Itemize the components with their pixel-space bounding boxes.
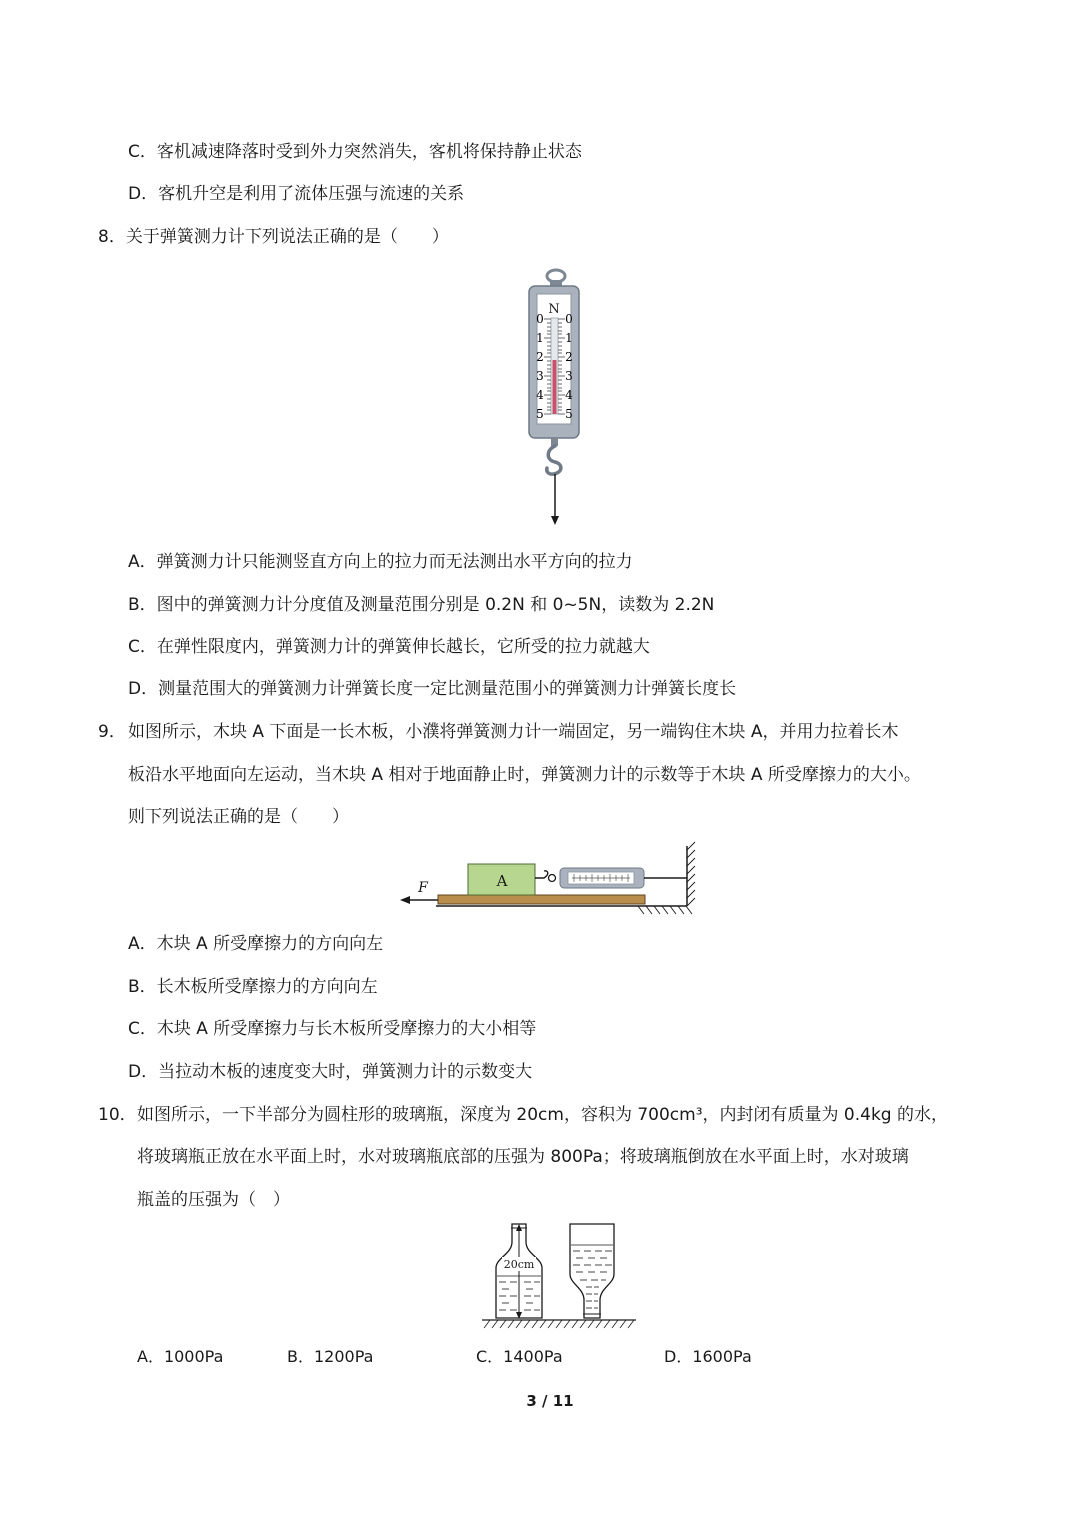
q8-stem: 8．关于弹簧测力计下列说法正确的是（ ） (98, 227, 449, 247)
q10-option-d: D．1600Pa (664, 1347, 752, 1366)
scale-left-4: 4 (536, 388, 544, 402)
q9-option-b: B．长木板所受摩擦力的方向向左 (128, 977, 378, 997)
q8-option-a: A．弹簧测力计只能测竖直方向上的拉力而无法测出水平方向的拉力 (128, 552, 633, 572)
bottle-ground-hatching (484, 1320, 634, 1328)
q10-stem-line1: 如图所示，一下半部分为圆柱形的玻璃瓶，深度为 20cm，容积为 700cm³，内封闭有质量为 0.4kg 的水， (137, 1105, 948, 1125)
block-board-figure (398, 840, 718, 922)
q9-option-a: A．木块 A 所受摩擦力的方向向左 (128, 934, 384, 954)
scale-right-1: 1 (565, 331, 573, 345)
q8-option-c: C．在弹性限度内，弹簧测力计的弹簧伸长越长，它所受的拉力就越大 (128, 637, 650, 657)
inverted-bottle (570, 1224, 614, 1318)
q9-number: 9． (98, 722, 126, 742)
pull-force-arrowhead (551, 516, 559, 525)
q10-option-b: B．1200Pa (287, 1347, 374, 1366)
scale-left-1: 1 (536, 331, 544, 345)
scale-right-0: 0 (565, 312, 573, 326)
q10-option-a: A．1000Pa (137, 1347, 224, 1366)
wall-hatching (687, 842, 695, 906)
q9-stem-line1: 如图所示，木块 A 下面是一长木板，小濮将弹簧测力计一端固定，另一端钩住木块 A，并用力拉着长木 (128, 722, 899, 742)
spring-scale-indicator (553, 360, 557, 414)
scale-left-2: 2 (536, 350, 544, 364)
scale-left-0: 0 (536, 312, 544, 326)
q9-stem-line3: 则下列说法正确的是（ ） (128, 807, 349, 827)
page-number: 3 / 11 (526, 1392, 574, 1410)
q7-option-d: D．客机升空是利用了流体压强与流速的关系 (128, 184, 465, 204)
spring-scale-figure (500, 262, 620, 532)
depth-label: 20cm (503, 1258, 535, 1271)
q7-option-c: C．客机减速降落时受到外力突然消失，客机将保持静止状态 (128, 142, 582, 162)
q9-option-d: D．当拉动木板的速度变大时，弹簧测力计的示数变大 (128, 1062, 533, 1082)
spring-scale-unit: N (548, 302, 560, 317)
scale-left-5: 5 (536, 407, 544, 421)
scale-left-3: 3 (536, 369, 544, 383)
q8-option-b: B．图中的弹簧测力计分度值及测量范围分别是 0.2N 和 0~5N，读数为 2.2N (128, 595, 715, 615)
long-board (438, 895, 645, 904)
scale-right-3: 3 (565, 369, 573, 383)
scale-right-4: 4 (565, 388, 573, 402)
q9-stem-line2: 板沿水平地面向左运动，当木块 A 相对于地面静止时，弹簧测力计的示数等于木块 A 所受摩擦力的大小。 (128, 765, 921, 785)
q8-option-d: D．测量范围大的弹簧测力计弹簧长度一定比测量范围小的弹簧测力计弹簧长度长 (128, 679, 737, 699)
block-a-label: A (496, 872, 508, 890)
q10-option-c: C．1400Pa (476, 1347, 563, 1366)
force-f-label: F (418, 880, 428, 896)
q10-stem-line3: 瓶盖的压强为（ ） (137, 1190, 290, 1210)
q10-stem-line2: 将玻璃瓶正放在水平面上时，水对玻璃瓶底部的压强为 800Pa；将玻璃瓶倒放在水平面上时，水对玻璃 (137, 1147, 909, 1167)
scale-right-2: 2 (565, 350, 573, 364)
q10-number: 10． (98, 1105, 137, 1125)
force-f-arrowhead (400, 896, 410, 904)
scale-right-5: 5 (565, 407, 573, 421)
ground-hatching (638, 906, 692, 914)
spring-scale-hook (547, 446, 561, 474)
meter-hook (535, 871, 548, 878)
q9-option-c: C．木块 A 所受摩擦力与长木板所受摩擦力的大小相等 (128, 1019, 537, 1039)
bottle-figure (478, 1220, 643, 1332)
